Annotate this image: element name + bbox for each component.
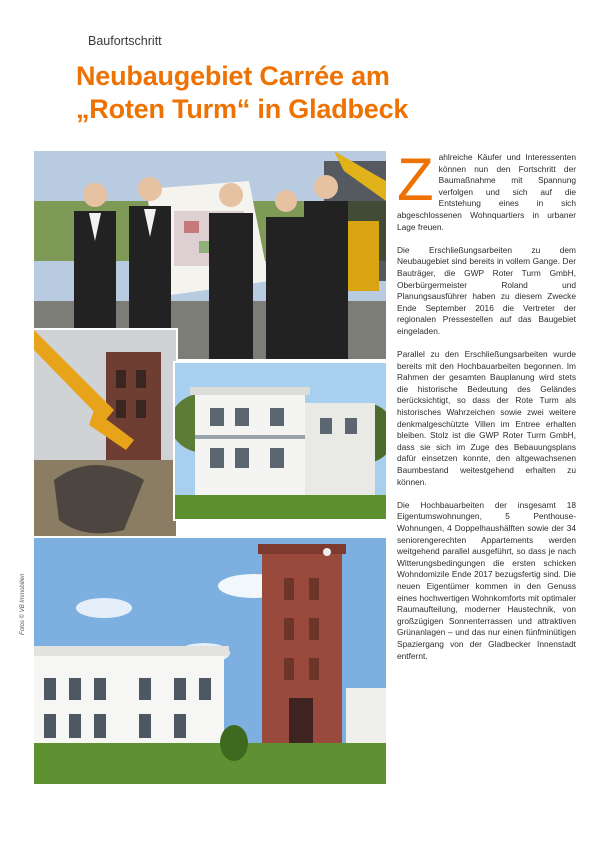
title-line-2: „Roten Turm“ in Gladbeck (76, 94, 409, 124)
paragraph-intro (397, 146, 576, 233)
title-line-1: Neubaugebiet Carrée am (76, 61, 390, 91)
photo-excavator-tower (32, 328, 178, 546)
paragraph-4: Die Hochbauarbeiten der insgesamt 18 Eigentumswohnungen, 5 Penthouse-Wohnungen, 4 Doppelhaushälften sowie der 34 seniorengerechten Appartements werden weitgehend parallel ausgeführt, so dass je nach Witterungsbedingungen die ersten schicken Wohndomizile Ende 2017 bezugsfertig sind. Die neuen Eigentümer kommen in den Genuss eines hochwertigen Wohnkomforts mit optimaler Raumaufteilung, moderner Haustechnik, von großzügigen Sonnenterrassen und attraktiven Grünanlagen – und das nur einen fünfminütigen Spaziergang von der Gladbecker Innenstadt entfernt. (397, 499, 576, 661)
photo-red-tower-rendering (32, 536, 388, 786)
photo-villa-rendering (173, 361, 388, 521)
paragraph-intro-text: ahlreiche Käufer und Interessenten können nun den Fortschritt der Baumaßnahme mit Spannung verfolgen und sich auf die Entstehung eines in sich abgeschlossenen Wohnquartiers in urbaner Lage freuen. (397, 152, 576, 232)
article-title (76, 60, 476, 126)
paragraph-2: Die Erschließungsarbeiten zu dem Neubaugebiet sind bereits in vollem Gange. Der Bauträger, die GWP Roter Turm GmbH, Oberbürgermeister Roland und Planungsausführer haben zu diesem Zwecke Ende September 2016 die Vertreter der regionalen Pressestellen auf das Baugebiet eingeladen. (397, 244, 576, 336)
paragraph-3: Parallel zu den Erschließungsarbeiten wurde bereits mit den Hochbauarbeiten begonnen. Im Rahmen der gesamten Bauplanung wird stets die historische Bedeutung des Geländes berücksichtigt, so dass der Rote Turm als historisches Wahrzeichen sowie zwei weitere denkmalgeschützte Villen im Entree erhalten bleiben. Stolz ist die GWP Roter Turm GmbH, dass sie sich im Zuge des Bebauungsplans dafür einsetzen konnte, den altgewachsenen Baumbestand weitestgehend erhalten zu können. (397, 349, 576, 487)
photo-credit: Fotos © VB Immobilien (20, 573, 26, 635)
article-body (397, 146, 576, 674)
dropcap-letter: Z (397, 146, 434, 213)
section-kicker: Baufortschritt (88, 34, 162, 48)
